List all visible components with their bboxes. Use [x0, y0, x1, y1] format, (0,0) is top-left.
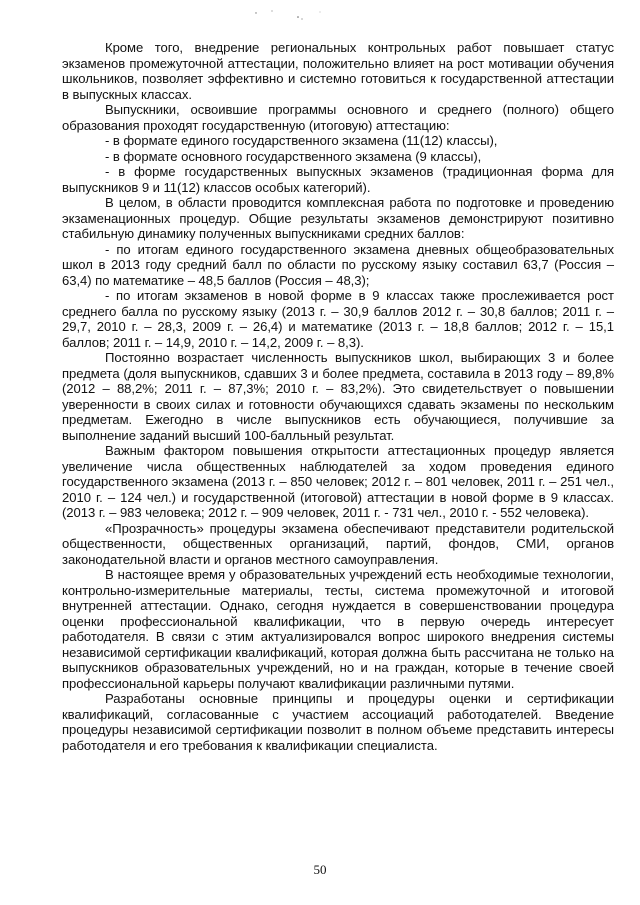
paragraph: В настоящее время у образовательных учреждений есть необходимые технологии, контрольно-измерительные материалы, тесты, система промежуточной и итоговой внутренней аттестации. Однако, сегодня нуждается в совершенствовании процедура оценки профессиональной квалификации, что в первую очередь интересует работодателя. В связи с этим актуализировался вопрос широкого внедрения системы независимой сертификации квалификаций, которая должна быть рассчитана не только на выпускников образовательных учреждений, но и на граждан, которые в течение своей профессиональной карьеры получают квалификации различными путями. — [62, 567, 614, 691]
list-item: - в формате единого государственного экзамена (11(12) классы), — [105, 133, 498, 148]
paragraph: Выпускники, освоившие программы основного и среднего (полного) общего образования проходят государственную (итоговую) аттестацию: — [62, 102, 614, 133]
list-item: - по итогам экзаменов в новой форме в 9 классах также прослеживается рост среднего балла по русскому языку (2013 г. – 30,9 баллов 2012 г. – 30,8 баллов; 2011 г. – 29,7, 2010 г. – 28,3, 2009 г. – 26,4) и математике (2013 г. – 18,8 баллов; 2012 г. – 15,1 баллов; 2011 г. – 14,9, 2010 г. – 14,2, 2009 г. – 8,3). — [62, 288, 614, 350]
paragraph: В целом, в области проводится комплексная работа по подготовке и проведению экзаменационных процедур. Общие результаты экзаменов демонстрируют позитивно стабильную динамику полученных выпускниками средних баллов: — [62, 195, 614, 241]
paragraph: Важным фактором повышения открытости аттестационных процедур является увеличение числа общественных наблюдателей за ходом проведения единого государственного экзамена (2013 г. – 850 человек; 2012 г. – 801 человек, 2011 г. – 251 чел., 2010 г. – 124 чел.) и государственной (итоговой) аттестации в новой форме в 9 классах. (2013 г. – 983 человека; 2012 г. – 909 человек, 2011 г. - 731 чел., 2010 г. - 552 человека). — [62, 443, 614, 520]
paragraph: «Прозрачность» процедуры экзамена обеспечивают представители родительской общественности, общественных организаций, партий, фондов, СМИ, органов законодательной власти и органов местного самоуправления. — [62, 520, 614, 567]
page-number: 50 — [313, 862, 327, 877]
list-item: - в формате основного государственного экзамена (9 классы), — [105, 148, 482, 164]
list-item: - в форме государственных выпускных экзаменов (традиционная форма для выпускников 9 и 11(12) классов особых категорий). — [62, 164, 614, 195]
paragraph: Разработаны основные принципы и процедуры оценки и сертификации квалификаций, согласованные с участием ассоциаций работодателей. Введение процедуры независимой сертификации позволит в полном объеме представить интересы работодателя и его требования к квалификации специалиста. — [62, 691, 614, 753]
scan-specks — [250, 8, 330, 22]
document-body — [62, 40, 614, 753]
paragraph: Кроме того, внедрение региональных контрольных работ повышает статус экзаменов промежуточной аттестации, положительно влияет на рост мотивации обучения школьников, позволяет эффективно и системно готовиться к государственной аттестации в выпускных классах. — [62, 40, 614, 102]
paragraph: Постоянно возрастает численность выпускников школ, выбирающих 3 и более предмета (доля выпускников, сдавших 3 и более предмета, составила в 2013 году – 89,8% (2012 – 88,2%; 2011 г. – 87,3%; 2010 г. – 83,2%). Это свидетельствует о повышении уверенности в своих силах и готовности обучающихся сдавать экзамены по нескольким предметам. Ежегодно в числе выпускников есть обучающиеся, получившие за выполнение заданий высший 100-балльный результат. — [62, 350, 614, 443]
list-item: - по итогам единого государственного экзамена дневных общеобразовательных школ в 2013 году средний балл по области по русскому языку составил 63,7 (Россия – 63,4) по математике – 48,5 баллов (Россия – 48,3); — [62, 241, 614, 288]
